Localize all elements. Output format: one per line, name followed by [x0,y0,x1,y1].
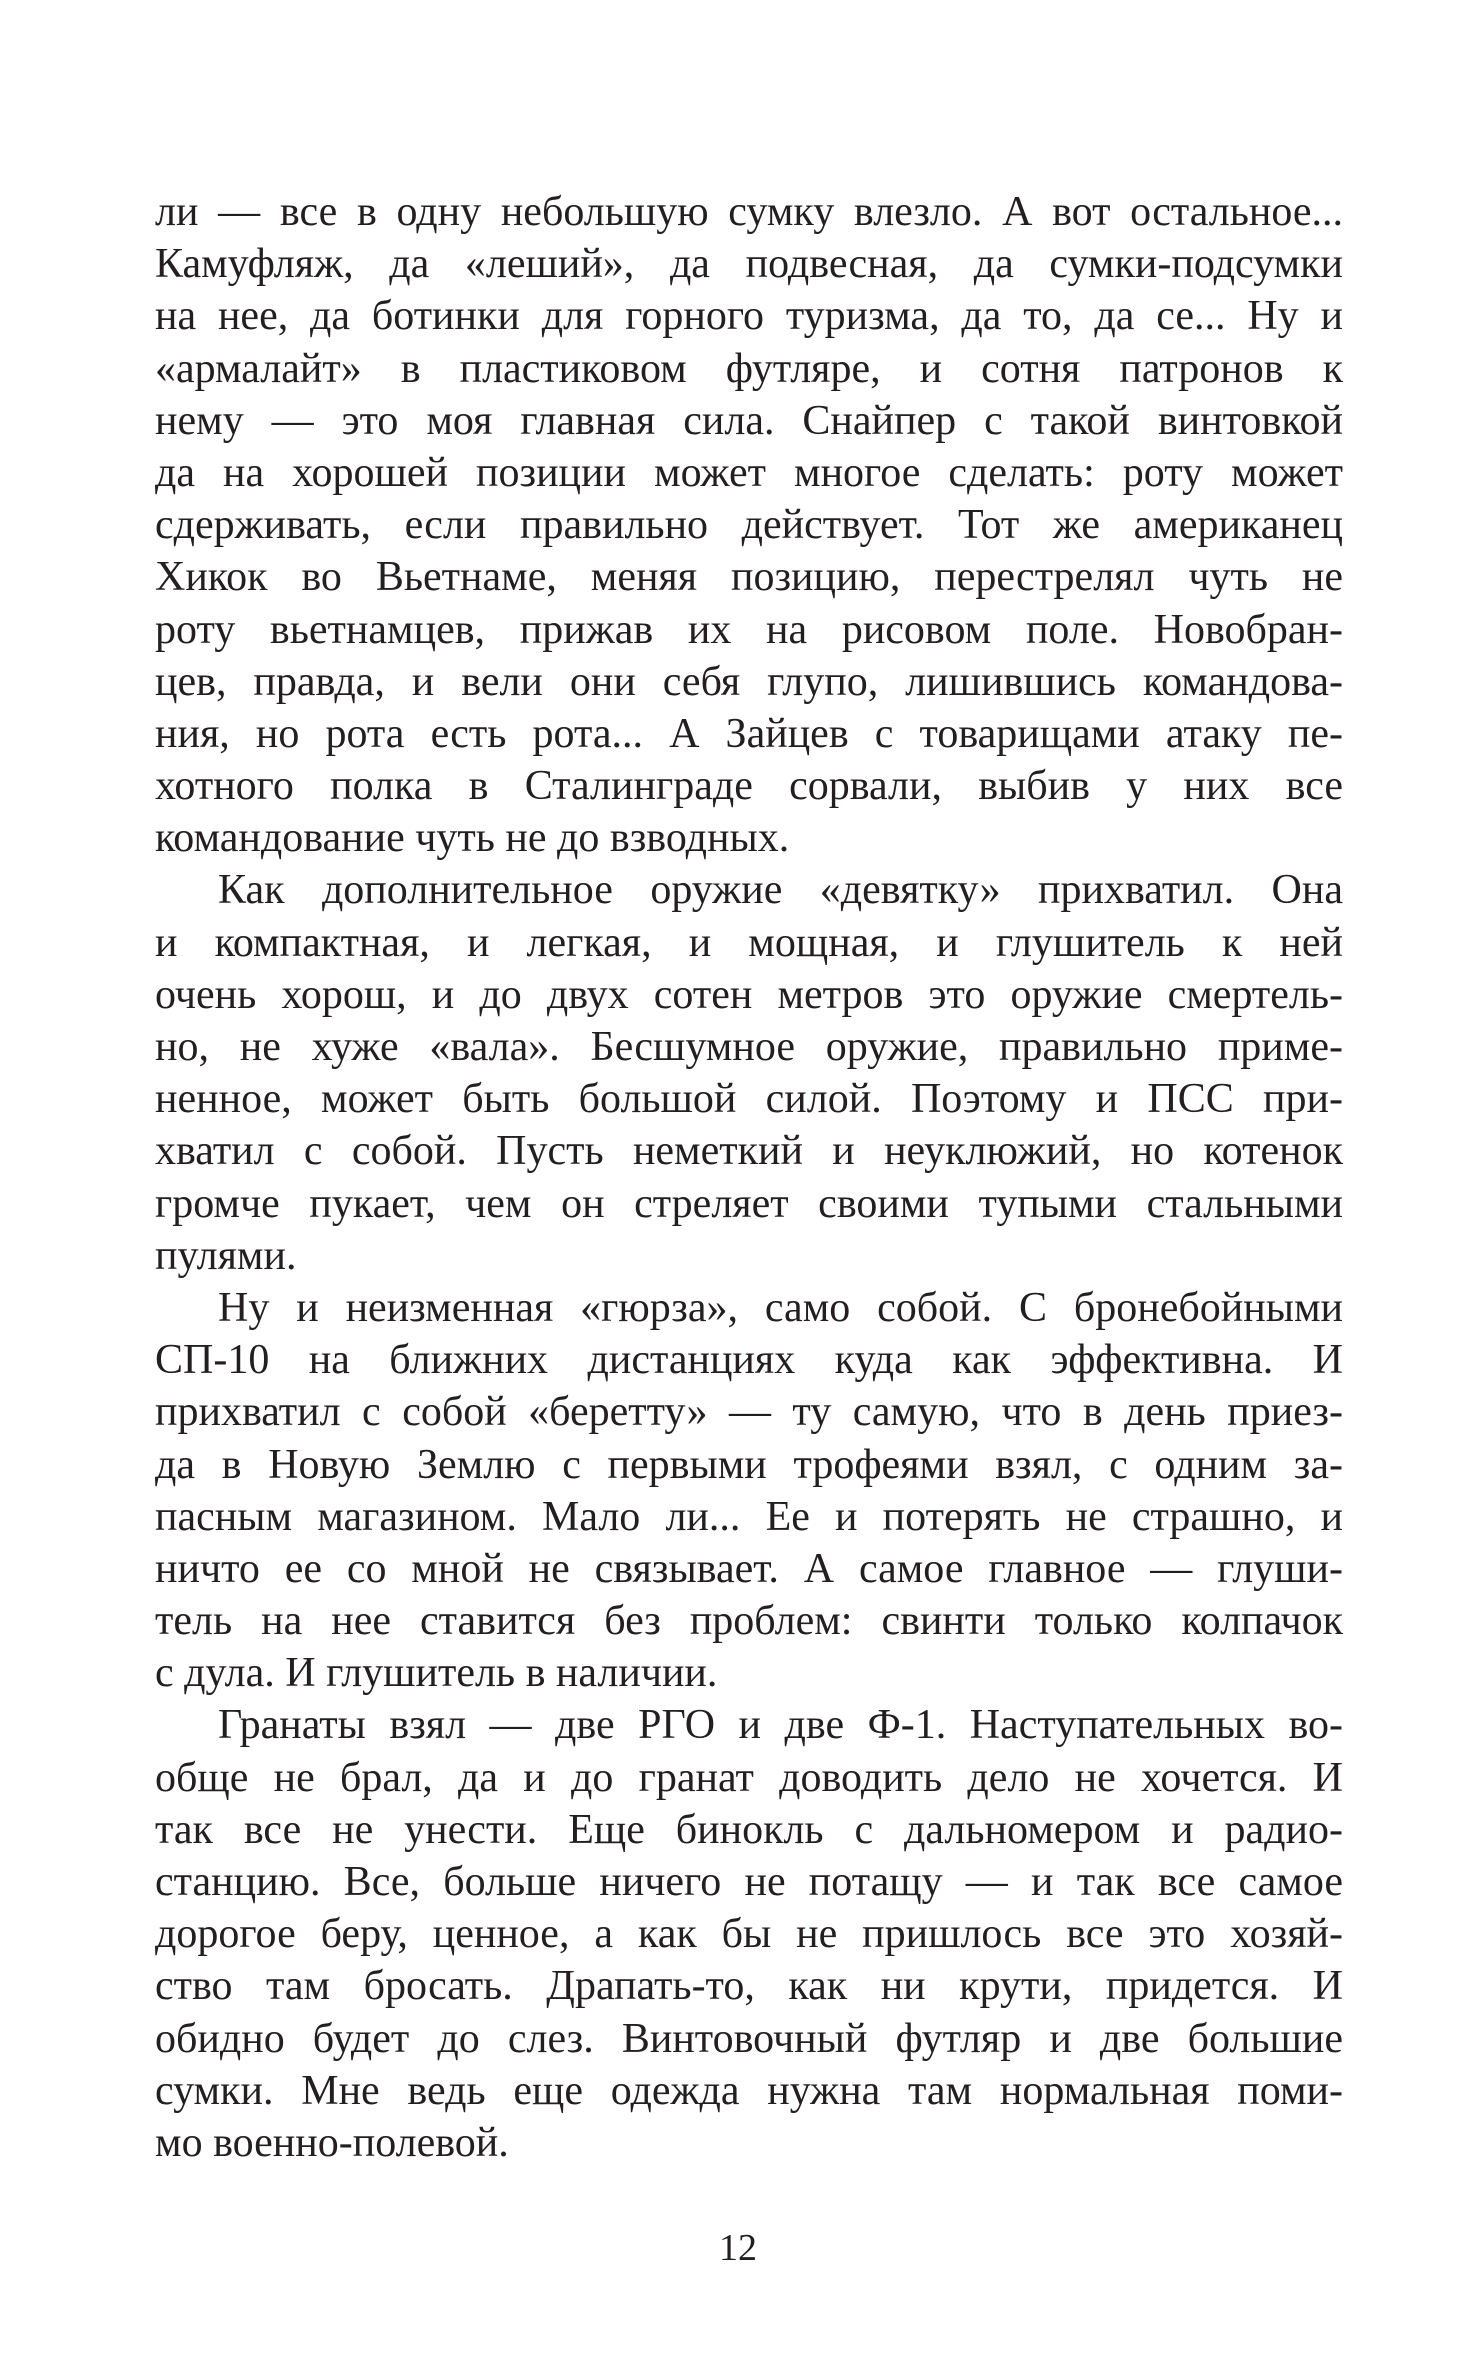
text-line: но, не хуже «вала». Бесшумное оружие, правильно приме- [155,1024,1343,1070]
text-line: ничто ее со мной не связывает. А самое главное — глуши- [155,1545,1343,1592]
paragraph-1 [155,186,1343,864]
text-line: Хикок во Вьетнаме, меняя позицию, перестрелял чуть не [155,554,1343,601]
text-line: с дула. И глушитель в наличии. [155,1650,718,1697]
text-line: да в Новую Землю с первыми трофеями взял, с одним за- [155,1441,1343,1488]
text-line: ли — все в одну небольшую сумку влезло. А вот остальное... [155,189,1343,235]
text-line: сдерживать, если правильно действует. Тот же американец [155,502,1343,549]
text-line: так все не унести. Еще бинокль с дальномером и радио- [155,1806,1343,1853]
text-line: тель на нее ставится без проблем: свинти только колпачок [155,1598,1343,1645]
page-text [155,186,1343,2169]
text-line: ненное, может быть большой силой. Поэтому и ПСС при- [155,1076,1343,1123]
text-line: пасным магазином. Мало ли... Ее и потерять не страшно, и [155,1493,1343,1540]
text-line: командование чуть не до взводных. [155,815,790,862]
text-line: «армалайт» в пластиковом футляре, и сотня патронов к [155,345,1343,392]
text-line: дорогое беру, ценное, а как бы не пришлось все это хозяй- [155,1911,1343,1958]
text-line: обидно будет до слез. Винтовочный футляр и две большие [155,2015,1343,2062]
page-number: 12 [719,2227,757,2269]
paragraph-2 [155,864,1343,1282]
text-line: ния, но рота есть рота... А Зайцев с товарищами атаку пе- [155,710,1343,757]
text-line: сумки. Мне ведь еще одежда нужна там нормальная поми- [155,2067,1343,2114]
text-line: и компактная, и легкая, и мощная, и глушитель к ней [155,919,1343,966]
text-line: цев, правда, и вели они себя глупо, лишившись командова- [155,658,1343,705]
text-line: пулями. [155,1232,297,1279]
text-line: прихватил с собой «беретту» — ту самую, что в день приез- [155,1389,1343,1436]
text-line: мо военно-полевой. [155,2119,509,2166]
text-line: роту вьетнамцев, прижав их на рисовом поле. Новобран- [155,606,1343,653]
text-line: очень хорош, и до двух сотен метров это оружие смертель- [155,971,1343,1018]
text-line: Как дополнительное оружие «девятку» прихватил. Она [218,867,1343,914]
text-line: Камуфляж, да «леший», да подвесная, да сумки-подсумки [155,241,1343,288]
text-line: Гранаты взял — две РГО и две Ф-1. Наступательных во- [218,1702,1343,1749]
text-line: громче пукает, чем он стреляет своими тупыми стальными [155,1180,1343,1227]
text-line: нему — это моя главная сила. Снайпер с такой винтовкой [155,397,1343,444]
text-line: станцию. Все, больше ничего не потащу — и так все самое [155,1859,1343,1905]
text-line: СП-10 на ближних дистанциях куда как эффективна. И [155,1337,1343,1384]
text-line: ство там бросать. Драпать-то, как ни крути, придется. И [155,1963,1343,2010]
text-line: да на хорошей позиции может многое сделать: роту может [155,449,1343,496]
text-line: Ну и неизменная «гюрза», само собой. С бронебойными [218,1284,1343,1331]
text-line: хватил с собой. Пусть неметкий и неуклюжий, но котенок [155,1128,1343,1175]
text-line: на нее, да ботинки для горного туризма, да то, да се... Ну и [155,293,1343,340]
paragraph-4 [155,1699,1343,2169]
paragraph-3 [155,1282,1343,1700]
text-line: обще не брал, да и до гранат доводить дело не хочется. И [155,1754,1343,1801]
text-line: хотного полка в Сталинграде сорвали, выбив у них все [155,763,1343,810]
